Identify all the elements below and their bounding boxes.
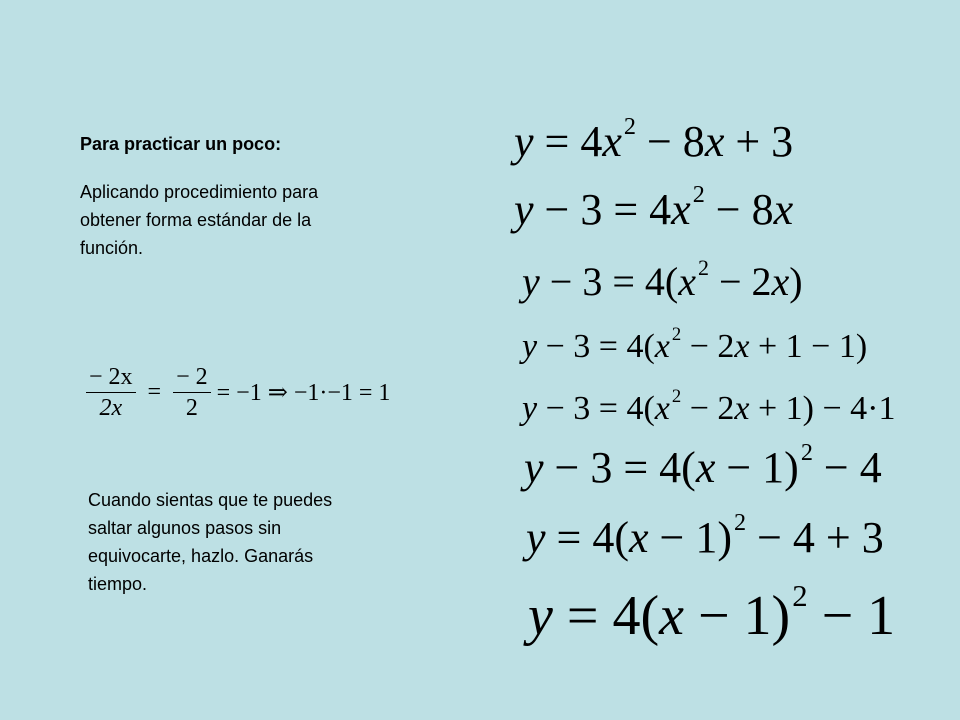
side-calculation [80, 362, 390, 423]
equation-6: $y - 3 = 4(x - 1)^2 - 4$ [524, 439, 882, 492]
calculation-result: = −1 ⇒ −1·−1 = 1 [216, 380, 391, 406]
fraction-2-denominator: 2 [185, 395, 198, 421]
equation-4: y − 3 = 4(x $^2$ − 2x + 1 − 1) [522, 324, 868, 365]
equation-2: $y - 3 = 4x^2 - 8x$ [514, 181, 794, 234]
fraction-1 [86, 362, 136, 423]
equation-8: $y = 4(x - 1)^2 - 1$ [528, 579, 896, 647]
fraction-2 [173, 362, 211, 423]
equation-7: $y = 4(x - 1)^2 - 4 + 3$ [526, 509, 884, 562]
fraction-1-numerator: − 2x [89, 364, 133, 390]
equation-1: $y = 4x^2 - 8x + 3$ [514, 113, 794, 166]
equals-sign: = [147, 379, 162, 405]
practice-heading: Para practicar un poco: [80, 134, 282, 154]
fraction-1-denominator: 2x [99, 395, 123, 421]
equation-5: y − 3 = 4(x $^2$ − 2x + 1) − 4·1 [522, 386, 896, 427]
tip-text: Cuando sientas que te puedes saltar algunos pasos sin equivocarte, hazlo. Ganarás tiempo. [88, 490, 333, 594]
procedure-description: Aplicando procedimiento para obtener forma estándar de la función. [80, 182, 319, 258]
fraction-2-numerator: − 2 [176, 364, 208, 390]
equation-3: $y - 3 = 4(x^2 - 2x)$ [522, 255, 803, 304]
